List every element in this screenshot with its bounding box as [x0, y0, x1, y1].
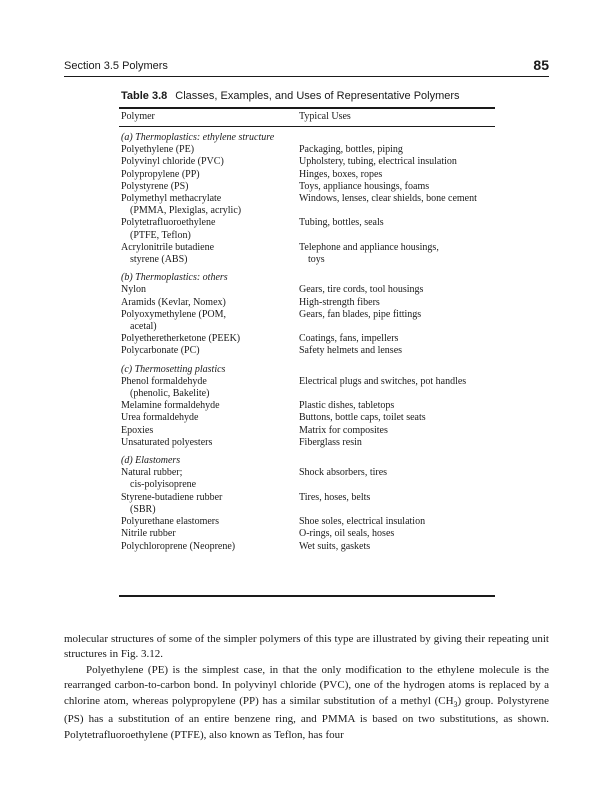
paragraph: molecular structures of some of the simpler polymers of this type are illustrated by giving their repeating unit structures in Fig. 3.12. — [64, 633, 549, 661]
uses-line: Shoe soles, electrical insulation — [299, 516, 426, 528]
uses-line: Tires, hoses, belts — [299, 491, 371, 503]
uses-cell — [299, 425, 495, 437]
polymer-name-line: (SBR) — [130, 503, 156, 515]
table-row — [121, 193, 495, 217]
uses-cell — [299, 309, 495, 333]
polymer-cell — [121, 412, 299, 424]
paragraph: Polyethylene (PE) is the simplest case, in that the only modification to the ethylene molecule is the rearranged carbon-to-carbon bond. In polyvinyl chloride (PVC), one of the hydrogen atoms is replaced by a chlorine atom, whereas polypropylene (PP) has a similar substitution of a methyl $(CH_3)$ group. Polystyrene (PS) has a substitution of an entire benzene ring, and PMMA is based on two substitutions, as shown. Polytetrafluoroethylene (PTFE), also known as Teflon, has four — [64, 663, 550, 741]
uses-line: Tubing, bottles, seals — [299, 217, 384, 229]
polymer-name-line: Polyethylene (PE) — [121, 144, 195, 156]
table-row — [121, 467, 495, 491]
polymer-cell — [121, 309, 299, 333]
uses-cell — [299, 528, 495, 540]
polymer-cell — [121, 528, 299, 540]
uses-cell — [299, 193, 495, 217]
uses-line: Electrical plugs and switches, pot handles — [299, 375, 467, 387]
page-number: 85 — [533, 57, 549, 73]
polymer-cell — [121, 169, 299, 181]
uses-cell — [299, 412, 495, 424]
polymer-cell — [121, 516, 299, 528]
polymer-name-line: Polystyrene (PS) — [121, 180, 189, 192]
uses-line: Hinges, boxes, ropes — [299, 168, 383, 180]
running-head — [64, 57, 549, 77]
polymer-name-line: (PMMA, Plexiglas, acrylic) — [130, 205, 242, 217]
uses-line: Gears, tire cords, tool housings — [299, 284, 424, 296]
uses-line: Telephone and appliance housings, — [299, 241, 439, 253]
table-section-heading: (d) Elastomers — [121, 455, 181, 467]
uses-cell — [299, 144, 495, 156]
polymer-cell — [121, 425, 299, 437]
polymer-name-line: Natural rubber; — [121, 467, 183, 479]
uses-line: Coatings, fans, impellers — [299, 333, 399, 345]
uses-line: Fiberglass resin — [299, 436, 362, 448]
uses-cell — [299, 400, 495, 412]
table-section-heading: (b) Thermoplastics: others — [121, 272, 228, 284]
polymer-cell — [121, 376, 299, 400]
polymer-name-line: Polyvinyl chloride (PVC) — [121, 156, 224, 168]
uses-cell — [299, 181, 495, 193]
uses-line: High-strength fibers — [299, 296, 380, 308]
polymer-cell — [121, 345, 299, 357]
polymer-name-line: Nitrile rubber — [121, 528, 176, 540]
uses-cell — [299, 516, 495, 528]
polymer-name-line: Polychloroprene (Neoprene) — [121, 540, 236, 552]
table-row — [121, 400, 495, 412]
polymer-name-line: (PTFE, Teflon) — [130, 229, 191, 241]
polymer-name-line: Polyoxymethylene (POM, — [121, 308, 226, 320]
polymer-cell — [121, 492, 299, 516]
uses-cell — [299, 541, 495, 553]
polymer-name-line: Phenol formaldehyde — [121, 375, 207, 387]
polymer-name-line: Urea formaldehyde — [121, 412, 199, 424]
table-row — [121, 376, 495, 400]
table-row — [121, 144, 495, 156]
uses-line: Buttons, bottle caps, toilet seats — [299, 412, 426, 424]
table-row — [121, 333, 495, 345]
polymer-cell — [121, 297, 299, 309]
polymer-name-line: Melamine formaldehyde — [121, 400, 220, 412]
table-section-heading: (a) Thermoplastics: ethylene structure — [121, 132, 275, 143]
table-row — [121, 528, 495, 540]
polymer-name-line: Polytetrafluoroethylene — [121, 217, 216, 229]
polymer-name-line: styrene (ABS) — [130, 254, 188, 266]
polymer-cell — [121, 333, 299, 345]
uses-line: Toys, appliance housings, foams — [299, 180, 430, 192]
table-row — [121, 297, 495, 309]
uses-cell — [299, 345, 495, 357]
polymer-name-line: Polyurethane elastomers — [121, 516, 220, 528]
table-row — [121, 217, 495, 241]
polymer-name-line: Unsaturated polyesters — [121, 436, 213, 448]
uses-line: toys — [308, 254, 325, 266]
table-number: Table 3.8 — [121, 90, 168, 102]
polymer-cell — [121, 284, 299, 296]
uses-cell — [299, 376, 495, 400]
polymer-cell — [121, 242, 299, 266]
polymer-name-line: Nylon — [121, 284, 146, 296]
column-header-uses: Typical Uses — [299, 111, 351, 122]
uses-cell — [299, 284, 495, 296]
table-row — [121, 412, 495, 424]
uses-cell — [299, 467, 495, 491]
polymer-name-line: cis-polyisoprene — [130, 479, 197, 491]
uses-cell — [299, 297, 495, 309]
table-row — [121, 492, 495, 516]
polymer-name-line: Polymethyl methacrylate — [121, 193, 222, 205]
uses-line: Windows, lenses, clear shields, bone cement — [299, 193, 477, 205]
uses-cell — [299, 217, 495, 241]
polymer-name-line: Epoxies — [121, 424, 154, 436]
uses-line: Packaging, bottles, piping — [299, 144, 403, 156]
uses-line: O-rings, oil seals, hoses — [299, 528, 395, 540]
polymer-cell — [121, 193, 299, 217]
uses-line: Plastic dishes, tabletops — [299, 400, 395, 412]
table-top-rule — [119, 107, 495, 109]
table-row — [121, 309, 495, 333]
polymer-cell — [121, 156, 299, 168]
uses-cell — [299, 437, 495, 449]
polymer-cell — [121, 541, 299, 553]
uses-line: Safety helmets and lenses — [299, 345, 403, 357]
body-text — [64, 632, 549, 743]
uses-cell — [299, 333, 495, 345]
polymer-name-line: acetal) — [130, 321, 157, 333]
polymer-name-line: Aramids (Kevlar, Nomex) — [121, 296, 226, 308]
table-row — [121, 516, 495, 528]
table-header-row — [121, 111, 495, 126]
table-row — [121, 181, 495, 193]
polymer-cell — [121, 181, 299, 193]
table-title: Classes, Examples, and Uses of Representative Polymers — [175, 90, 460, 102]
polymer-name-line: (phenolic, Bakelite) — [130, 388, 210, 400]
table-row — [121, 156, 495, 168]
polymer-cell — [121, 217, 299, 241]
uses-line: Upholstery, tubing, electrical insulation — [299, 156, 457, 168]
uses-cell — [299, 169, 495, 181]
table-caption — [121, 90, 460, 102]
table-row — [121, 437, 495, 449]
polymer-name-line: Polyetheretherketone (PEEK) — [121, 333, 241, 345]
polymer-cell — [121, 144, 299, 156]
uses-cell — [299, 492, 495, 516]
table-row — [121, 345, 495, 357]
section-label: Section 3.5 Polymers — [64, 60, 168, 72]
uses-line: Wet suits, gaskets — [299, 540, 371, 552]
column-header-polymer: Polymer — [121, 111, 155, 122]
polymer-name-line: Styrene-butadiene rubber — [121, 491, 223, 503]
uses-cell — [299, 242, 495, 266]
table-row — [121, 242, 495, 266]
table-row — [121, 541, 495, 553]
polymer-cell — [121, 437, 299, 449]
table-row — [121, 284, 495, 296]
table-bottom-rule — [119, 595, 495, 597]
uses-cell — [299, 156, 495, 168]
polymer-table — [121, 111, 495, 553]
polymer-cell — [121, 467, 299, 491]
polymer-cell — [121, 400, 299, 412]
polymer-name-line: Polypropylene (PP) — [121, 168, 200, 180]
uses-line: Shock absorbers, tires — [299, 467, 388, 479]
table-row — [121, 169, 495, 181]
uses-line: Gears, fan blades, pipe fittings — [299, 308, 422, 320]
polymer-name-line: Polycarbonate (PC) — [121, 345, 200, 357]
table-section-heading: (c) Thermosetting plastics — [121, 363, 226, 375]
table-row — [121, 425, 495, 437]
polymer-name-line: Acrylonitrile butadiene — [121, 241, 215, 253]
uses-line: Matrix for composites — [299, 424, 388, 436]
